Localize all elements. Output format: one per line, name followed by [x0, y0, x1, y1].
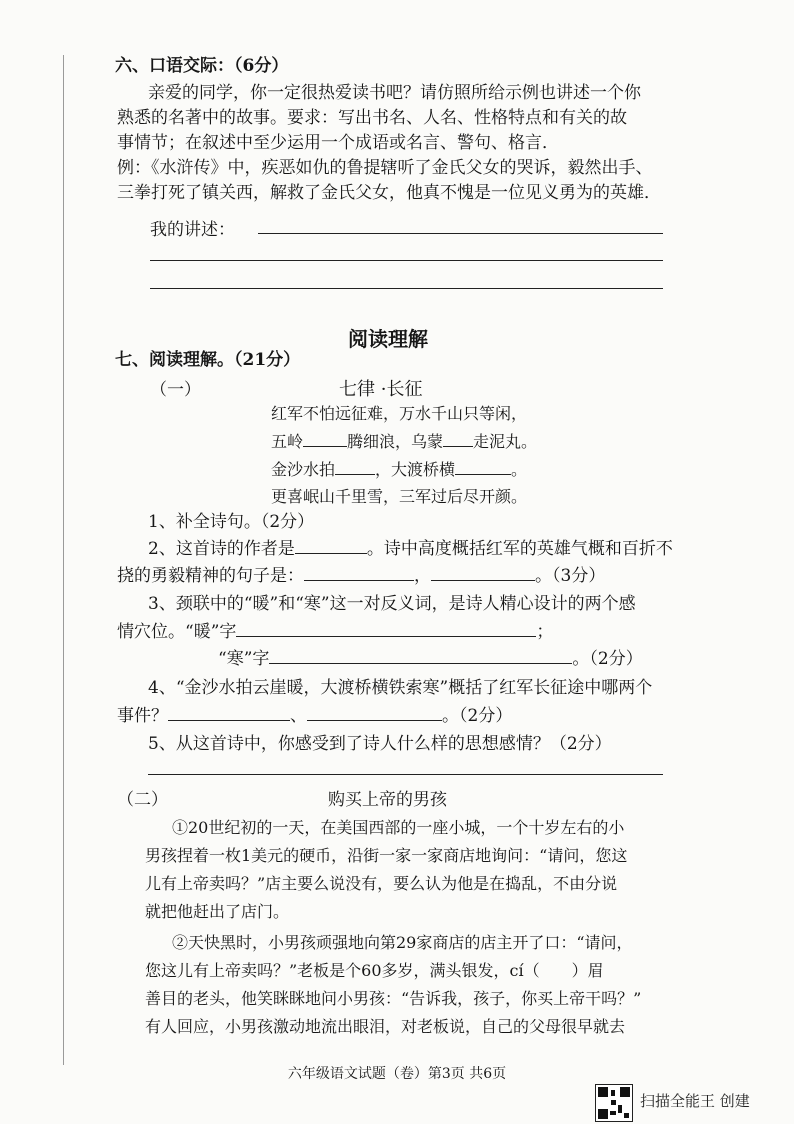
story-line: 您这儿有上帝卖吗？”老板是个60多岁，满头银发，cí（ ）眉 [145, 961, 604, 980]
poem-line: 更喜岷山千里雪，三军过后尽开颜。 [271, 487, 528, 506]
page-edge-line [63, 55, 64, 1065]
answer-blank[interactable] [168, 705, 290, 721]
answer-blank[interactable] [236, 621, 536, 637]
reading-title: 阅读理解 [348, 327, 428, 351]
story-title: 购买上帝的男孩 [328, 790, 447, 810]
answer-blank[interactable] [295, 538, 367, 554]
story-line: 善目的老头，他笑眯眯地问小男孩：“告诉我，孩子，你买上帝干吗？” [145, 989, 642, 1008]
answer-blank[interactable] [307, 705, 442, 721]
question-4: 4、“金沙水拍云崖暖，大渡桥横铁索寒”概括了红军长征途中哪两个 [148, 678, 653, 698]
story-line: 有人回应，小男孩激动地流出眼泪，对老板说，自己的父母很早就去 [145, 1017, 626, 1036]
question-1: 1、补全诗句。（2分） [148, 512, 315, 532]
question-5: 5、从这首诗中，你感受到了诗人什么样的思想感情？（2分） [148, 734, 612, 754]
answer-blank[interactable] [150, 260, 663, 261]
story-line: ①20世纪初的一天，在美国西部的一座小城，一个十岁左右的小 [172, 818, 625, 837]
answer-blank[interactable] [150, 288, 663, 289]
page-footer: 六年级语文试题（卷）第3页 共6页 [287, 1066, 507, 1082]
poem-title: 七律 ·长征 [339, 379, 423, 400]
section6-line: 例：《水浒传》中，疾恶如仇的鲁提辖听了金氏父女的哭诉，毅然出手、 [117, 158, 653, 178]
part2-label: （二） [117, 790, 168, 810]
poem-blank[interactable] [443, 431, 473, 447]
poem-line: 金沙水拍 ，大渡桥横 。 [271, 460, 528, 479]
poem-blank[interactable] [335, 459, 375, 475]
question-4-cont: 事件？ 、 。（2分） [117, 706, 513, 726]
poem-line: 红军不怕远征难，万水千山只等闲， [271, 404, 528, 423]
answer-blank[interactable] [269, 648, 572, 664]
answer-blank[interactable] [304, 565, 414, 581]
reading-heading: 七、阅读理解。（21分） [115, 350, 301, 370]
poem-line: 五岭 腾细浪，乌蒙 走泥丸。 [271, 432, 538, 451]
scanner-brand-label: 扫描全能王 创建 [640, 1092, 750, 1110]
section6-line: 事情节；在叙述中至少运用一个成语或名言、警句、格言． [117, 133, 559, 153]
answer-label: 我的讲述： [150, 220, 235, 240]
answer-blank[interactable] [431, 565, 535, 581]
story-line: 就把他赶出了店门。 [145, 902, 290, 921]
section6-line: 亲爱的同学，你一定很热爱读书吧？请仿照所给示例也讲述一个你 [148, 83, 641, 103]
qr-code-icon [595, 1084, 633, 1122]
answer-blank[interactable] [258, 233, 663, 234]
section6-line: 三拳打死了镇关西，解救了金氏父女，他真不愧是一位见义勇为的英雄． [117, 183, 661, 203]
poem-blank[interactable] [455, 459, 511, 475]
question-2-cont: 挠的勇毅精神的句子是： ， 。（3分） [117, 566, 606, 586]
question-3: 3、颈联中的“暖”和“寒”这一对反义词，是诗人精心设计的两个感 [148, 594, 636, 614]
story-line: 男孩捏着一枚1美元的硬币，沿街一家一家商店地询问：“请问，您这 [145, 846, 628, 865]
question-3-cold: “寒”字 。（2分） [218, 649, 643, 669]
story-line: 儿有上帝卖吗？”店主要么说没有，要么认为他是在捣乱，不由分说 [145, 874, 618, 893]
section6-heading: 六、口语交际：（6分） [115, 56, 289, 76]
story-line: ②天快黑时，小男孩顽强地向第29家商店的店主开了口：“请问， [172, 933, 633, 952]
question-2: 2、这首诗的作者是 。诗中高度概括红军的英雄气概和百折不 [148, 539, 673, 559]
section6-line: 熟悉的名著中的故事。要求：写出书名、人名、性格特点和有关的故 [117, 108, 627, 128]
poem-blank[interactable] [303, 431, 347, 447]
part1-label: （一） [150, 380, 201, 400]
question-3-warm: 情穴位。“暖”字 ； [117, 622, 554, 642]
answer-blank[interactable] [148, 774, 663, 775]
